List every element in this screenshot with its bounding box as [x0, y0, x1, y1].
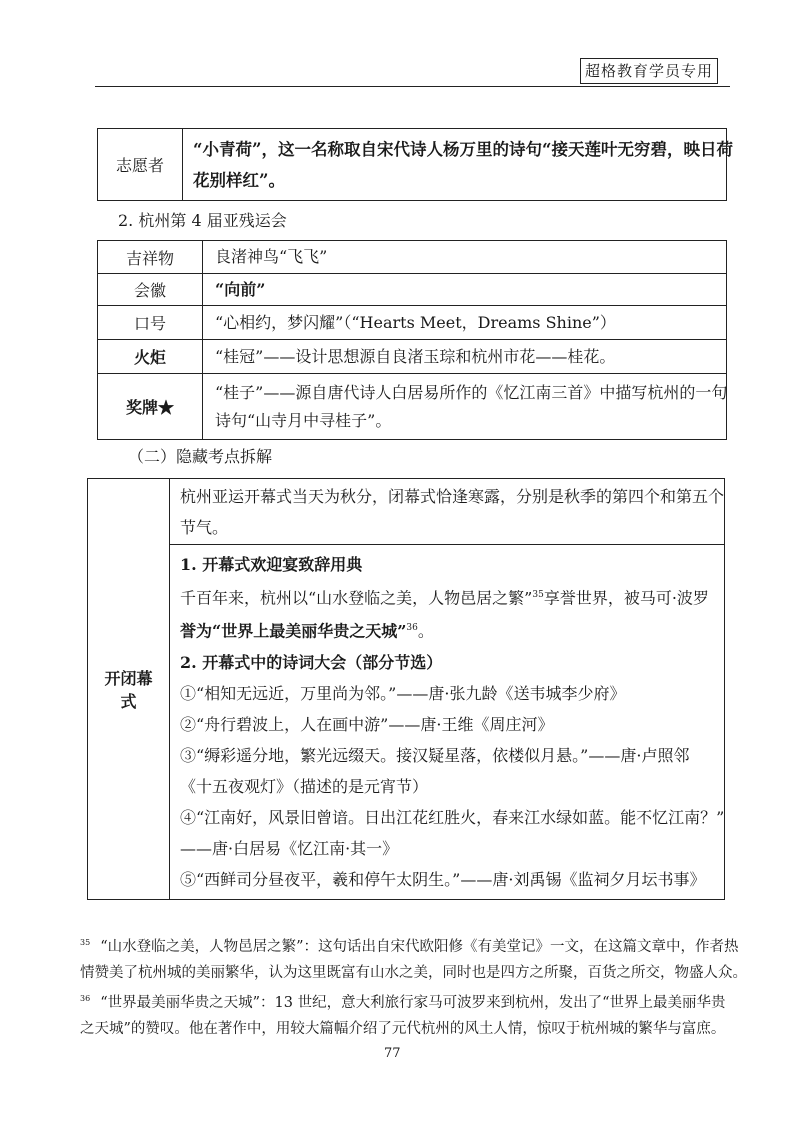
volunteer-line-1: “小青荷”，这一名称取自宋代诗人杨万里的诗句“接天莲叶无穷碧，映日荷: [193, 139, 733, 159]
hidden-details: [170, 545, 725, 900]
poem-line: ③“缛彩遥分地，繁光远缀天。接汉疑星落，依楼似月悬。”——唐·卢照邻: [180, 745, 690, 765]
volunteer-table: [97, 128, 733, 201]
row-content: “桂冠”——设计思想源自良渚玉琮和杭州市花——桂花。: [203, 340, 727, 374]
footnote-text: “山水登临之美，人物邑居之繁”：这句话出自宋代欧阳修《有美堂记》一文，在这篇文章中，作者热: [100, 938, 739, 955]
row-label: 会徽: [98, 274, 203, 306]
poem-line: ①“相知无远近，万里尚为邻。”——唐·张九龄《送韦城李少府》: [180, 683, 626, 703]
footnote-line: [80, 930, 739, 960]
row-content: “心相约，梦闪耀”（“Hearts Meet，Dreams Shine”）: [203, 306, 727, 340]
table-row: [98, 374, 727, 440]
poem-line: ②“舟行碧波上，人在画中游”——唐·王维《周庄河》: [180, 714, 554, 734]
section-title-paragames: 2. 杭州第 4 届亚残运会: [118, 211, 287, 230]
table-row: [98, 129, 727, 201]
header-badge: 超格教育学员专用: [580, 58, 718, 84]
row-content-line: “桂子”——源自唐代诗人白居易所作的《忆江南三首》中描写杭州的一句: [215, 382, 728, 402]
footnote-number: 35: [80, 938, 91, 947]
volunteer-content: [183, 129, 733, 201]
row-label: 火炬: [98, 340, 203, 374]
table-row: [88, 479, 725, 545]
text-fragment: 誉为“世界上最美丽华贵之天城”: [180, 621, 407, 641]
row-label: 奖牌★: [98, 374, 203, 440]
row-label: 吉祥物: [98, 241, 203, 274]
volunteer-label: 志愿者: [98, 129, 183, 201]
text-line: [180, 613, 716, 646]
poem-line: ——唐·白居易《忆江南·其一》: [180, 838, 399, 858]
poem-line: ⑤“西鲜司分昼夜平，羲和停午太阴生。”——唐·刘禹锡《监祠夕月坛书事》: [180, 869, 706, 889]
footnote-text: “世界最美丽华贵之天城”：13 世纪，意大利旅行家马可波罗来到杭州，发出了“世界上最美丽华贵: [100, 994, 726, 1011]
poem-line: ④“江南好，风景旧曾谙。日出江花红胜火，春来江水绿如蓝。能不忆江南？”: [180, 807, 725, 827]
table-row: [98, 306, 727, 340]
intro-line-2: 节气。: [180, 517, 229, 537]
row-content-line: 诗句“山寺月中寻桂子”。: [215, 410, 392, 430]
footnote-36: [80, 986, 725, 1042]
footnote-line: 之天城”的赞叹。他在著作中，用较大篇幅介绍了元代杭州的风土人情，惊叹于杭州城的繁华与富庶。: [80, 1020, 726, 1037]
paragames-table: [97, 240, 727, 440]
table-row: [88, 545, 725, 900]
footnote-line: 情赞美了杭州城的美丽繁华，认为这里既富有山水之美，同时也是四方之所聚，百货之所交，物盛人众。: [80, 964, 747, 981]
row-label: 口号: [98, 306, 203, 340]
text-fragment: 千百年来，杭州以“山水登临之美，人物邑居之繁”: [180, 588, 533, 608]
heading-line: 1. 开幕式欢迎宴致辞用典: [180, 555, 363, 574]
table-row: [98, 241, 727, 274]
row-content: “向前”: [203, 274, 727, 306]
hidden-label: 开闭幕式: [88, 479, 170, 900]
row-content: 良渚神鸟“飞飞”: [203, 241, 727, 274]
volunteer-line-2: 花别样红”。: [193, 170, 285, 190]
footnote-ref: 36: [406, 623, 418, 634]
row-content: [203, 374, 727, 440]
section-title-hidden: （二）隐藏考点拆解: [128, 447, 273, 466]
heading-line: 2. 开幕式中的诗词大会（部分节选）: [180, 652, 443, 672]
poem-line: 《十五夜观灯》（描述的是元宵节）: [180, 776, 429, 796]
text-line: [180, 580, 716, 613]
intro-line-1: 杭州亚运开幕式当天为秋分，闭幕式恰逢寒露，分别是秋季的第四个和第五个: [180, 486, 725, 506]
text-fragment: 享誉世界，被马可·波罗: [543, 588, 709, 608]
hidden-points-table: [87, 478, 725, 900]
text-fragment: 。: [417, 621, 434, 641]
header-rule: [95, 86, 730, 87]
footnotes: [80, 930, 747, 1042]
table-row: [98, 340, 727, 374]
footnote-35: [80, 930, 747, 986]
footnote-ref: 35: [532, 590, 544, 600]
table-row: [98, 274, 727, 306]
hidden-intro: [170, 479, 725, 545]
page-number: 77: [384, 1046, 401, 1061]
footnote-number: 36: [80, 993, 91, 1003]
footnote-line: [80, 986, 725, 1016]
